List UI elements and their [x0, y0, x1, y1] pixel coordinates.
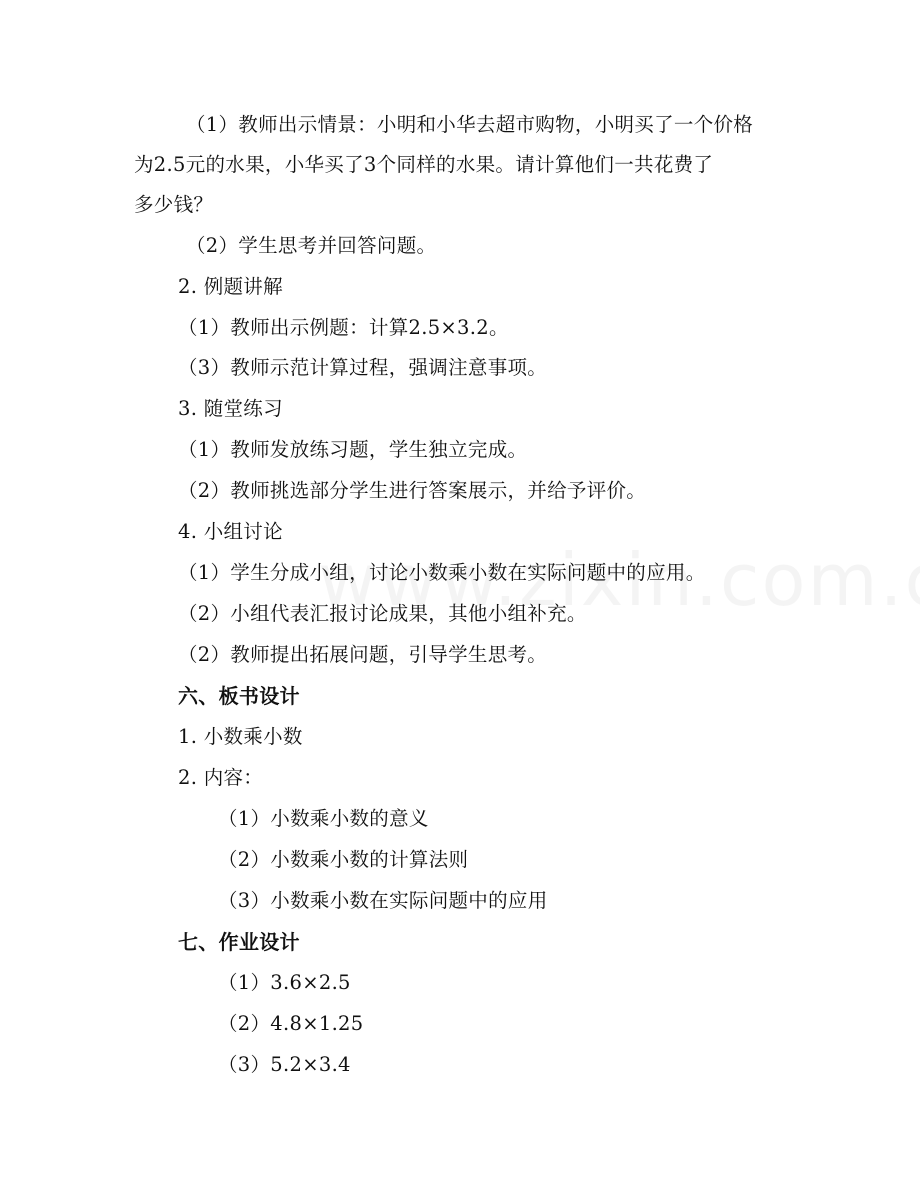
list-item: （2）小组代表汇报讨论成果，其他小组补充。 [178, 602, 587, 625]
homework-item: （2）4.8×1.25 [218, 1012, 364, 1035]
board-item: 2. 内容： [178, 766, 264, 789]
list-item: （1）学生分成小组，讨论小数乘小数在实际问题中的应用。 [178, 561, 706, 584]
list-item: （1）教师出示例题：计算2.5×3.2。 [178, 316, 509, 339]
list-item: （2）教师提出拓展问题，引导学生思考。 [178, 643, 548, 666]
section-title-discussion: 4. 小组讨论 [178, 520, 283, 543]
board-subitem: （2）小数乘小数的计算法则 [218, 848, 469, 871]
board-item: 1. 小数乘小数 [178, 725, 303, 748]
board-subitem: （1）小数乘小数的意义 [218, 807, 429, 830]
section-title-practice: 3. 随堂练习 [178, 397, 283, 420]
homework-item: （3）5.2×3.4 [218, 1053, 351, 1076]
list-item: （3）教师示范计算过程，强调注意事项。 [178, 356, 548, 379]
list-item: （1）教师发放练习题，学生独立完成。 [178, 438, 528, 461]
board-subitem: （3）小数乘小数在实际问题中的应用 [218, 889, 548, 912]
paragraph-scenario-line-3: 多少钱？ [134, 193, 214, 216]
homework-item: （1）3.6×2.5 [218, 971, 351, 994]
section-title-example: 2. 例题讲解 [178, 275, 283, 298]
paragraph-student-answer: （2）学生思考并回答问题。 [186, 234, 437, 257]
list-item: （2）教师挑选部分学生进行答案展示，并给予评价。 [178, 479, 647, 502]
heading-board-design: 六、板书设计 [178, 684, 300, 708]
paragraph-scenario-line-1: （1）教师出示情景：小明和小华去超市购物，小明买了一个价格 [186, 113, 754, 136]
paragraph-scenario-line-2: 为2.5元的水果，小华买了3个同样的水果。请计算他们一共花费了 [134, 153, 714, 176]
heading-homework-design: 七、作业设计 [178, 930, 300, 954]
